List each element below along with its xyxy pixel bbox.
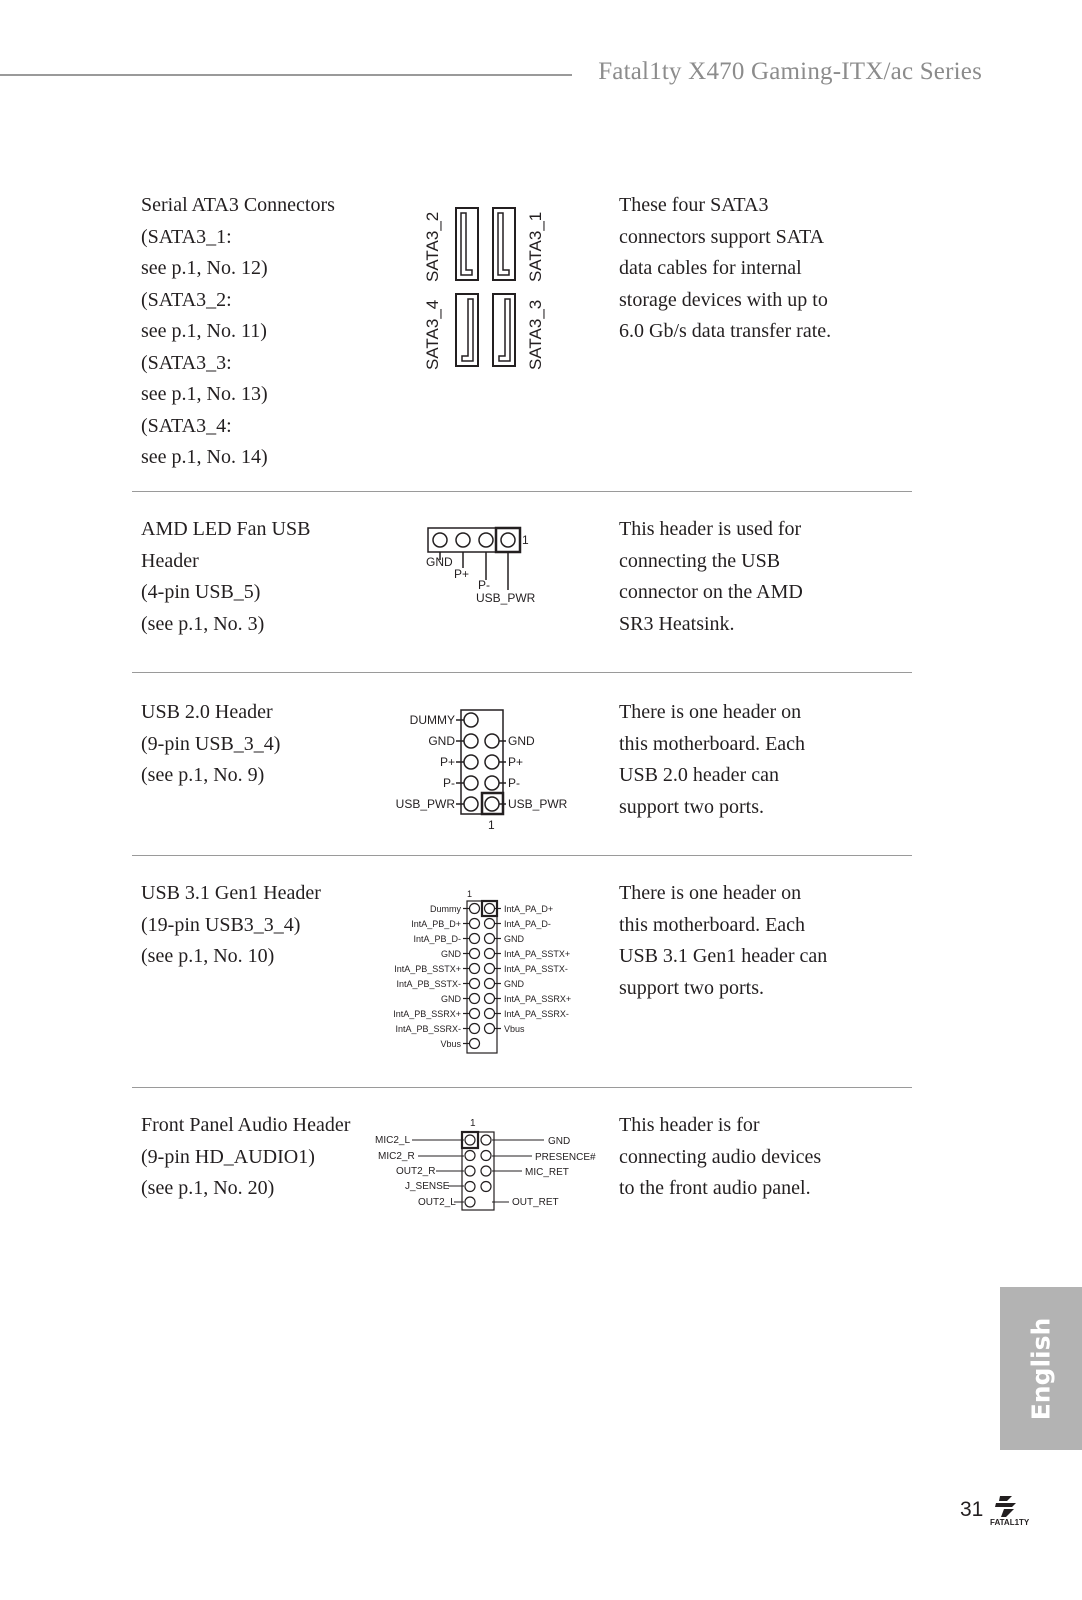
- pin-label-right: IntA_PA_D+: [504, 904, 554, 914]
- usb5-header-diagram: [420, 522, 560, 608]
- pin-icon: [470, 964, 480, 974]
- pin-icon: [481, 1166, 491, 1176]
- section-amd-led-description-left: [141, 514, 381, 640]
- pin-icon: [465, 1151, 475, 1161]
- pin-label-out-ret: OUT_RET: [512, 1197, 559, 1208]
- pin-icon: [470, 919, 480, 929]
- pin-icon: [464, 713, 478, 727]
- pin-label-right: IntA_PA_SSRX-: [504, 1009, 569, 1019]
- pin-label-right: IntA_PA_SSTX-: [504, 964, 568, 974]
- text-line: USB 3.1 Gen1 Header: [141, 882, 321, 904]
- text-line: (SATA3_4:: [141, 414, 232, 437]
- pin-icon: [470, 904, 480, 914]
- section-divider: [132, 855, 912, 856]
- text-line: (SATA3_1:: [141, 225, 232, 248]
- section-divider: [132, 672, 912, 673]
- pin1-marker: 1: [470, 1118, 476, 1129]
- pin-label-left: IntA_PB_D+: [411, 919, 461, 929]
- pin-label-usb-pwr: USB_PWR: [508, 797, 568, 811]
- pin-icon: [470, 979, 480, 989]
- pin-icon: [464, 734, 478, 748]
- text-line: connecting the USB: [619, 549, 781, 572]
- pin-label-right: GND: [504, 934, 524, 944]
- pin-icon: [481, 1182, 491, 1192]
- pin-label-left: IntA_PB_SSTX+: [394, 964, 461, 974]
- pin-icon: [485, 734, 499, 748]
- pin-icon: [501, 533, 515, 547]
- pin-label-left: IntA_PB_SSRX+: [393, 1009, 461, 1019]
- section-divider: [132, 491, 912, 492]
- text-line: AMD LED Fan USB: [141, 518, 311, 540]
- text-line: USB 3.1 Gen1 header can: [619, 945, 828, 967]
- pin-label-gnd: GND: [428, 734, 455, 748]
- pin-label-mic2-l: MIC2_L: [375, 1135, 411, 1146]
- pin-icon: [485, 979, 495, 989]
- pin-icon: [485, 934, 495, 944]
- hd-audio-header-diagram: [372, 1114, 602, 1214]
- language-tab-label: English: [1026, 1317, 1056, 1420]
- sata3-4-label: SATA3_4: [423, 299, 442, 370]
- text-line: storage devices with up to: [619, 288, 828, 311]
- pin-label-usb-pwr: USB_PWR: [476, 591, 536, 605]
- pin-label-right: IntA_PA_SSTX+: [504, 949, 571, 959]
- pin-label-p-minus: P-: [508, 776, 520, 790]
- pin-label-right: GND: [504, 979, 524, 989]
- section-audio-description-right: [619, 1110, 889, 1205]
- pin-icon: [464, 755, 478, 769]
- pin-icon: [485, 1009, 495, 1019]
- section-divider: [132, 1087, 912, 1088]
- pin-icon: [465, 1182, 475, 1192]
- text-line: SR3 Heatsink.: [619, 612, 735, 635]
- header-rule: [0, 74, 572, 76]
- text-line: (9-pin USB_3_4): [141, 732, 281, 755]
- pin-label-left: Dummy: [430, 904, 461, 914]
- pin1-marker: 1: [522, 533, 529, 547]
- pin-label-left: Vbus: [440, 1039, 461, 1049]
- pin-icon: [479, 533, 493, 547]
- section-sata3-description-right: [619, 190, 889, 348]
- pin-label-gnd: GND: [508, 734, 535, 748]
- sata3-2-label: SATA3_2: [423, 211, 442, 282]
- text-line: (see p.1, No. 9): [141, 764, 265, 786]
- pin-icon: [465, 1135, 475, 1145]
- text-line: These four SATA3: [619, 194, 769, 216]
- pin-label-gnd: GND: [548, 1136, 571, 1147]
- pin-icon: [470, 1009, 480, 1019]
- section-usb20-description-left: [141, 697, 381, 792]
- text-line: see p.1, No. 11): [141, 320, 267, 342]
- text-line: USB 2.0 Header: [141, 701, 273, 723]
- pin-label-right: Vbus: [504, 1024, 525, 1034]
- text-line: see p.1, No. 13): [141, 383, 268, 405]
- text-line: There is one header on: [619, 882, 802, 904]
- text-line: connector on the AMD: [619, 581, 803, 603]
- text-line: this motherboard. Each: [619, 732, 806, 755]
- pin-icon: [470, 934, 480, 944]
- pin1-marker: 1: [488, 818, 495, 832]
- pin-icon: [464, 797, 478, 811]
- text-line: Header: [141, 549, 199, 572]
- pin-icon: [433, 533, 447, 547]
- pin-icon: [485, 964, 495, 974]
- pin1-marker: 1: [467, 889, 473, 899]
- section-usb31-description-right: [619, 878, 889, 1004]
- pin-icon: [485, 1024, 495, 1034]
- pin-label-dummy: DUMMY: [409, 713, 455, 727]
- text-line: This header is for: [619, 1114, 760, 1136]
- pin-icon: [485, 949, 495, 959]
- text-line: Serial ATA3 Connectors: [141, 194, 335, 216]
- pin-label-out2-l: OUT2_L: [418, 1197, 456, 1208]
- pin-icon: [485, 755, 499, 769]
- pin-icon: [470, 949, 480, 959]
- pin-icon: [481, 1151, 491, 1161]
- language-tab: [1000, 1287, 1082, 1450]
- pin-label-j-sense: J_SENSE: [405, 1181, 450, 1192]
- fatal1ty-logo-icon: [990, 1493, 1034, 1527]
- text-line: see p.1, No. 12): [141, 257, 268, 279]
- pin-icon: [456, 533, 470, 547]
- sata3-connector-diagram: [420, 200, 560, 380]
- text-line: (see p.1, No. 3): [141, 612, 265, 635]
- section-usb20-description-right: [619, 697, 889, 823]
- pin-icon: [485, 994, 495, 1004]
- pin-label-left: GND: [441, 994, 461, 1004]
- pin-icon: [470, 994, 480, 1004]
- text-line: support two ports.: [619, 976, 764, 999]
- pin-icon: [485, 904, 495, 914]
- pin-label-left: IntA_PB_D-: [413, 934, 461, 944]
- text-line: support two ports.: [619, 795, 764, 818]
- pin-icon: [481, 1135, 491, 1145]
- pin-icon: [465, 1166, 475, 1176]
- pin-label-right: IntA_PA_D-: [504, 919, 551, 929]
- text-line: this motherboard. Each: [619, 913, 806, 936]
- pin-label-gnd: GND: [426, 555, 453, 569]
- section-sata3-description-left: [141, 190, 381, 474]
- pin-label-p-minus: P-: [443, 776, 455, 790]
- text-line: (9-pin HD_AUDIO1): [141, 1145, 315, 1168]
- pin-label-p-plus: P+: [454, 567, 470, 581]
- pin-icon: [485, 776, 499, 790]
- pin-label-out2-r: OUT2_R: [396, 1166, 436, 1177]
- pin-label-p-plus: P+: [439, 755, 455, 769]
- text-line: to the front audio panel.: [619, 1177, 811, 1199]
- text-line: connectors support SATA: [619, 225, 825, 248]
- fatal1ty-logo: [990, 1493, 1034, 1532]
- pin-icon: [464, 776, 478, 790]
- text-line: (see p.1, No. 20): [141, 1177, 275, 1199]
- sata3-4-port-shape: [456, 294, 478, 366]
- sata3-3-label: SATA3_3: [526, 299, 545, 370]
- pin-label-left: IntA_PB_SSTX-: [396, 979, 461, 989]
- text-line: (SATA3_2:: [141, 288, 232, 311]
- text-line: data cables for internal: [619, 257, 802, 279]
- text-line: This header is used for: [619, 518, 802, 540]
- logo-text: FATAL1TY: [990, 1518, 1030, 1527]
- text-line: 6.0 Gb/s data transfer rate.: [619, 320, 832, 342]
- text-line: (4-pin USB_5): [141, 581, 261, 603]
- text-line: (SATA3_3:: [141, 351, 232, 374]
- pin-label-presence: PRESENCE#: [535, 1152, 596, 1163]
- pin-label-mic-ret: MIC_RET: [525, 1167, 569, 1178]
- pin-label-p-plus: P+: [508, 755, 524, 769]
- text-line: Front Panel Audio Header: [141, 1114, 351, 1136]
- usb3-34-header-diagram: [385, 886, 595, 1056]
- text-line: (19-pin USB3_3_4): [141, 913, 301, 936]
- pin-icon: [465, 1197, 475, 1207]
- usb3-pin-grid: [463, 904, 501, 1049]
- pin-label-left: GND: [441, 949, 461, 959]
- pin-label-mic2-r: MIC2_R: [378, 1151, 415, 1162]
- text-line: see p.1, No. 14): [141, 446, 268, 468]
- section-amd-led-description-right: [619, 514, 889, 640]
- sata3-3-port-shape: [493, 294, 515, 366]
- text-line: There is one header on: [619, 701, 802, 723]
- pin-label-p-minus: P-: [478, 578, 490, 592]
- sata3-1-port-shape: [493, 208, 515, 280]
- section-usb31-description-left: [141, 878, 381, 973]
- sata3-1-label: SATA3_1: [526, 211, 545, 282]
- text-line: USB 2.0 header can: [619, 764, 779, 786]
- pin-icon: [485, 797, 499, 811]
- sata3-2-port-shape: [456, 208, 478, 280]
- page-header-title: Fatal1ty X470 Gaming-ITX/ac Series: [598, 58, 982, 85]
- pin-label-usb-pwr: USB_PWR: [395, 797, 455, 811]
- text-line: connecting audio devices: [619, 1145, 822, 1168]
- pin-icon: [470, 1039, 480, 1049]
- text-line: (see p.1, No. 10): [141, 945, 275, 967]
- pin-icon: [470, 1024, 480, 1034]
- usb34-header-diagram: [390, 706, 590, 836]
- pin-icon: [485, 919, 495, 929]
- pin-label-left: IntA_PB_SSRX-: [395, 1024, 461, 1034]
- page-number: 31: [960, 1498, 984, 1521]
- pin-label-right: IntA_PA_SSRX+: [504, 994, 572, 1004]
- section-audio-description-left: [141, 1110, 381, 1205]
